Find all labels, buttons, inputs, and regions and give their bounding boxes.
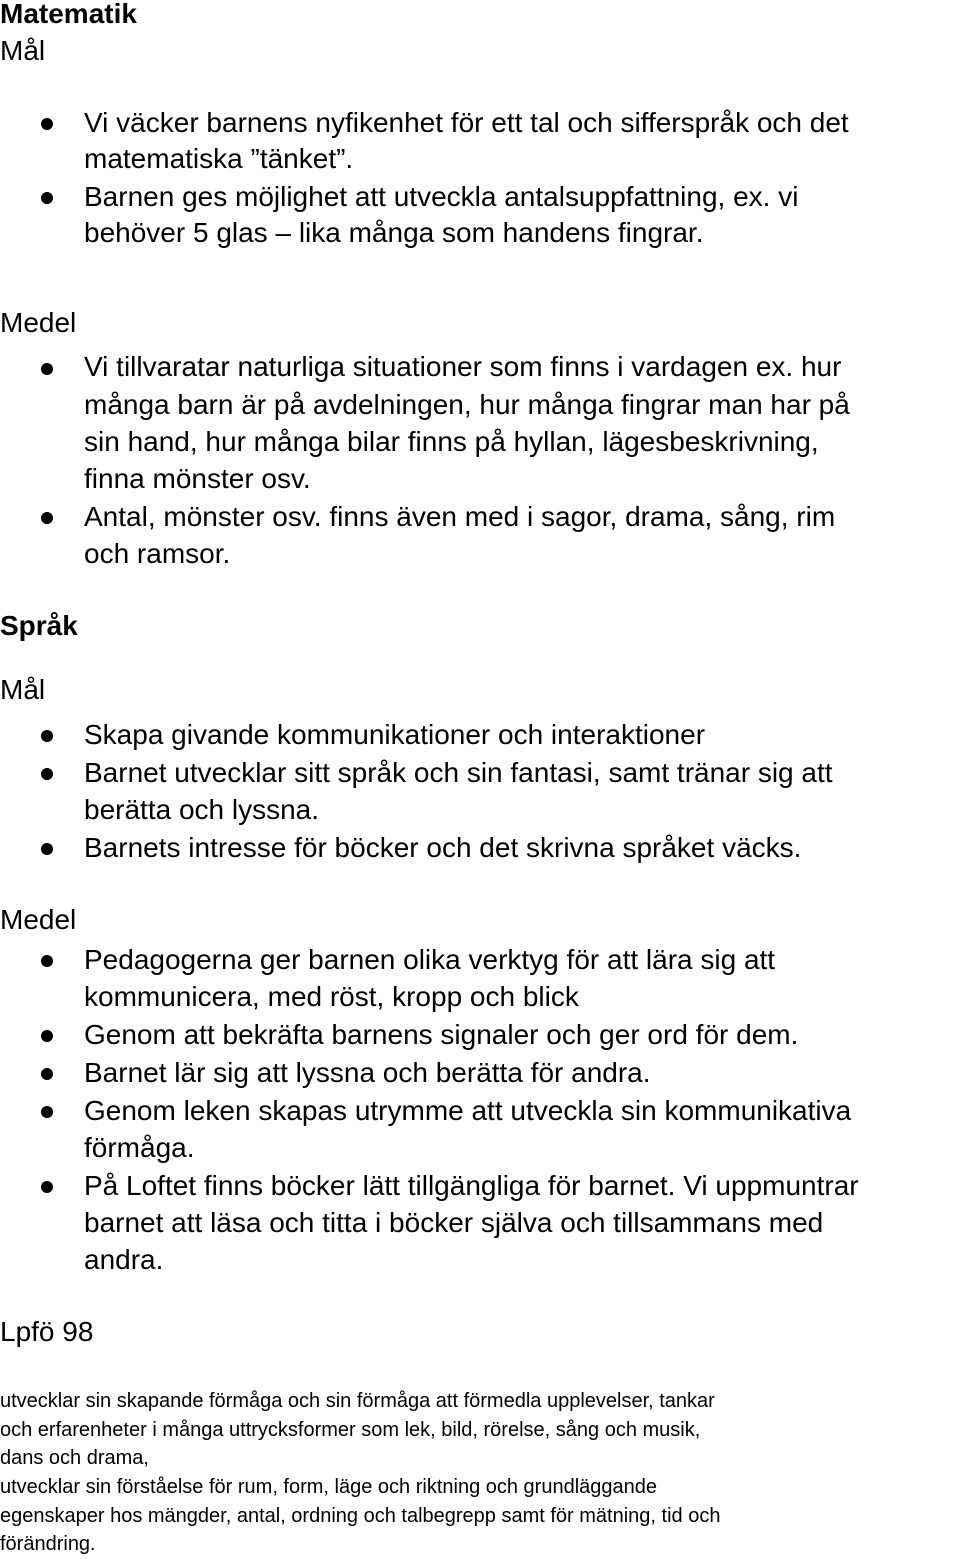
- list-item-line: Vi väcker barnens nyfikenhet för ett tal och sifferspråk och det: [84, 107, 849, 138]
- section-heading-matematik: Matematik: [0, 0, 137, 29]
- list-item-line: Genom att bekräfta barnens signaler och ger ord för dem.: [84, 1019, 799, 1050]
- bullet-icon: [41, 363, 53, 375]
- subheading-medel: Medel: [0, 904, 77, 935]
- bullet-icon: [41, 768, 53, 780]
- paragraph-line: förändring.: [0, 1533, 96, 1555]
- list-item-line: och ramsor.: [84, 538, 231, 569]
- list-item-line: Barnets intresse för böcker och det skrivna språket väcks.: [84, 832, 802, 863]
- bullet-icon: [41, 512, 53, 524]
- section-heading-sprak: Språk: [0, 610, 78, 641]
- list-item-line: Skapa givande kommunikationer och interaktioner: [84, 719, 706, 750]
- list-item-line: andra.: [84, 1244, 164, 1275]
- list-item-line: Antal, mönster osv. finns även med i sagor, drama, sång, rim: [84, 501, 836, 532]
- list-item-line: förmåga.: [84, 1132, 195, 1163]
- subheading-medel: Medel: [0, 307, 77, 338]
- paragraph-line: utvecklar sin skapande förmåga och sin förmåga att förmedla upplevelser, tankar: [0, 1390, 715, 1412]
- list-item-line: finna mönster osv.: [84, 463, 311, 494]
- list-item-line: behöver 5 glas – lika många som handens fingrar.: [84, 217, 704, 248]
- paragraph-line: egenskaper hos mängder, antal, ordning och talbegrepp samt för mätning, tid och: [0, 1505, 721, 1527]
- bullet-icon: [41, 1068, 53, 1080]
- bullet-icon: [41, 843, 53, 855]
- bullet-icon: [41, 1030, 53, 1042]
- list-item-line: Pedagogerna ger barnen olika verktyg för att lära sig att: [84, 944, 776, 975]
- bullet-icon: [41, 118, 53, 130]
- paragraph-line: och erfarenheter i många uttrycksformer som lek, bild, rörelse, sång och musik,: [0, 1419, 701, 1441]
- list-item-line: barnet att läsa och titta i böcker själva och tillsammans med: [84, 1207, 824, 1238]
- list-item-line: Vi tillvaratar naturliga situationer som finns i vardagen ex. hur: [84, 351, 842, 382]
- paragraph-line: dans och drama,: [0, 1447, 149, 1469]
- bullet-icon: [41, 1181, 53, 1193]
- list-item-line: Barnen ges möjlighet att utveckla antalsuppfattning, ex. vi: [84, 181, 799, 212]
- bullet-icon: [41, 1106, 53, 1118]
- subheading-mal: Mål: [0, 35, 46, 66]
- list-item-line: många barn är på avdelningen, hur många fingrar man har på: [84, 389, 850, 420]
- list-item-line: sin hand, hur många bilar finns på hyllan, lägesbeskrivning,: [84, 426, 819, 457]
- section-heading-lpfo: Lpfö 98: [0, 1316, 94, 1347]
- bullet-icon: [41, 955, 53, 967]
- list-item-line: kommunicera, med röst, kropp och blick: [84, 981, 579, 1012]
- paragraph-line: utvecklar sin förståelse för rum, form, läge och riktning och grundläggande: [0, 1476, 658, 1498]
- subheading-mal: Mål: [0, 674, 46, 705]
- list-item-line: berätta och lyssna.: [84, 794, 320, 825]
- list-item-line: Genom leken skapas utrymme att utveckla sin kommunikativa: [84, 1095, 852, 1126]
- bullet-icon: [41, 192, 53, 204]
- list-item-line: matematiska ”tänket”.: [84, 143, 354, 174]
- list-item-line: Barnet lär sig att lyssna och berätta för andra.: [84, 1057, 651, 1088]
- bullet-icon: [41, 730, 53, 742]
- list-item-line: På Loftet finns böcker lätt tillgängliga för barnet. Vi uppmuntrar: [84, 1170, 859, 1201]
- list-item-line: Barnet utvecklar sitt språk och sin fantasi, samt tränar sig att: [84, 757, 833, 788]
